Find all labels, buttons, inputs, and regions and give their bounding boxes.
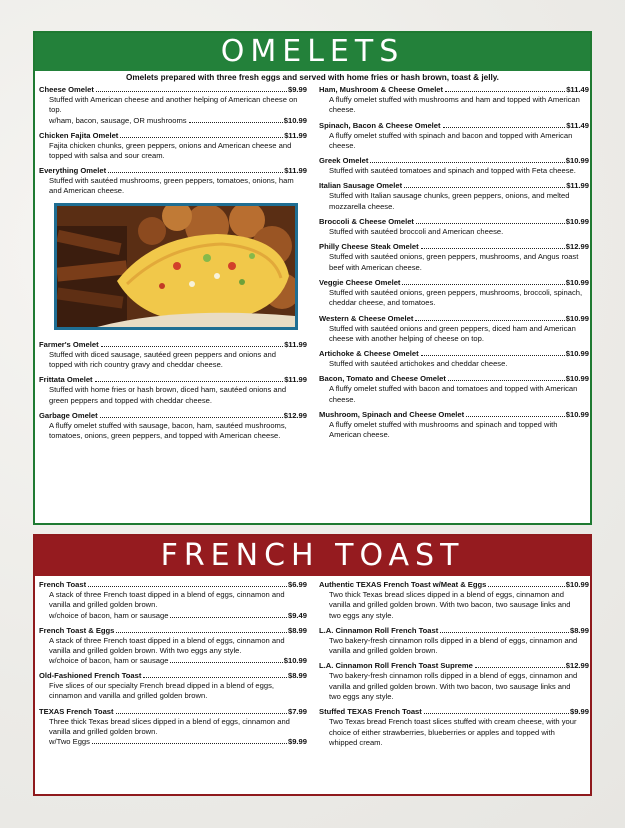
menu-item-price: $11.99	[284, 375, 307, 385]
dot-leader	[189, 122, 283, 123]
menu-item-name: Bacon, Tomato and Cheese Omelet	[319, 374, 446, 384]
menu-item-header	[39, 580, 307, 590]
menu-item-price: $10.99	[565, 156, 589, 166]
dot-leader	[88, 586, 287, 587]
menu-item-header	[319, 374, 589, 384]
dot-leader	[466, 416, 565, 417]
menu-item-description: Stuffed with home fries or hash brown, diced ham, sautéed onions and green peppers and topped with cheddar cheese.	[49, 385, 287, 405]
menu-item-name: Ham, Mushroom & Cheese Omelet	[319, 85, 444, 94]
menu-item-price: $10.99	[565, 349, 589, 359]
menu-item-header	[319, 278, 589, 288]
menu-item-header	[39, 626, 307, 636]
menu-item-name: TEXAS French Toast	[39, 706, 114, 716]
omelet-plate-illustration	[57, 206, 295, 327]
menu-item-name: Everything Omelet	[39, 166, 107, 176]
menu-item	[319, 85, 589, 116]
menu-item-price: $10.99	[565, 277, 589, 287]
menu-item	[39, 411, 307, 442]
menu-item-description: Stuffed with sautéed onions, green peppers, mushrooms, broccoli, spinach, cheddar cheese, and tomatoes.	[329, 287, 583, 308]
menu-item-option-price: $10.99	[283, 656, 307, 666]
french-toast-title: FRENCH TOAST	[35, 536, 590, 576]
menu-item	[319, 181, 589, 212]
menu-item-name: Chicken Fajita Omelet	[39, 130, 119, 140]
menu-item-header	[319, 121, 589, 131]
menu-item-price: $11.99	[284, 130, 307, 140]
menu-item-option-name: w/ham, bacon, sausage, OR mushrooms	[49, 115, 187, 125]
menu-item-header	[39, 375, 307, 385]
dot-leader	[170, 662, 282, 663]
menu-item-option-price: $9.49	[287, 610, 307, 620]
menu-item	[39, 85, 307, 126]
menu-item-name: Philly Cheese Steak Omelet	[319, 242, 419, 252]
omelets-section	[33, 31, 592, 525]
menu-item-option	[39, 116, 307, 126]
menu-item-name: Old-Fashioned French Toast	[39, 671, 142, 681]
dot-leader	[424, 713, 569, 714]
menu-item-description: Stuffed with sautéed tomatoes and spinach and topped with Feta cheese.	[329, 166, 576, 176]
menu-item-description: Two thick Texas bread slices dipped in a blend of eggs, cinnamon and vanilla and grilled golden brown. With two bacon, two sausage links and two eggs any style.	[329, 590, 571, 620]
menu-item-price: $10.99	[565, 313, 589, 323]
menu-item-name: L.A. Cinnamon Roll French Toast Supreme	[319, 661, 473, 671]
menu-item-description: A fluffy omelet stuffed with mushrooms and ham and topped with American cheese.	[329, 95, 580, 115]
menu-item-name: Stuffed TEXAS French Toast	[319, 707, 422, 717]
dot-leader	[96, 91, 287, 92]
menu-item-header	[319, 217, 589, 227]
menu-item	[39, 626, 307, 667]
menu-item-description: Two bakery-fresh cinnamon rolls dipped in a blend of eggs, cinnamon and vanilla and grilled golden brown.	[329, 635, 578, 656]
menu-item-price: $12.99	[283, 410, 307, 420]
menu-item-name: French Toast	[39, 580, 87, 589]
menu-item-description: Two bakery-fresh cinnamon rolls dipped in a blend of eggs, cinnamon and vanilla and grilled golden brown. With two bacon, two sausage links and two eggs any style.	[329, 671, 578, 702]
menu-item	[39, 340, 307, 371]
menu-item-price: $8.99	[287, 671, 307, 681]
menu-item-description: A stack of three French toast dipped in a blend of eggs, cinnamon and vanilla and grilled golden brown.	[49, 590, 285, 610]
menu-item-description: Stuffed with Italian sausage chunks, green peppers, onions, and melted mozzarella cheese.	[329, 191, 570, 211]
french-toast-section	[33, 534, 592, 796]
menu-item-name: Spinach, Bacon & Cheese Omelet	[319, 120, 441, 130]
omelets-intro: Omelets prepared with three fresh eggs and served with home fries or hash brown, toast & jelly.	[126, 73, 499, 82]
dot-leader	[108, 172, 283, 173]
dot-leader	[170, 617, 287, 618]
menu-item-description: Two Texas bread French toast slices stuffed with cream cheese, with your choice of either strawberries, blueberries or apples and topped with whipped cream.	[329, 717, 577, 747]
menu-item-description: Stuffed with sautéed broccoli and American cheese.	[329, 227, 504, 237]
menu-item-header	[39, 166, 307, 176]
dot-leader	[445, 91, 565, 92]
menu-item-header	[39, 85, 307, 95]
menu-item-header	[39, 411, 307, 421]
menu-item	[319, 661, 589, 702]
menu-item-price: $12.99	[565, 661, 589, 671]
dot-leader	[120, 137, 283, 138]
menu-item	[319, 217, 589, 237]
menu-item-price: $8.99	[287, 625, 307, 635]
menu-item-description: Stuffed with sautéed mushrooms, green peppers, tomatoes, onions, ham and American cheese.	[49, 176, 294, 196]
dot-leader	[404, 187, 565, 188]
dot-leader	[370, 162, 564, 163]
menu-item-price: $7.99	[287, 706, 307, 716]
menu-item	[39, 707, 307, 748]
menu-item-price: $10.99	[565, 217, 589, 227]
dot-leader	[440, 632, 569, 633]
menu-item-name: Mushroom, Spinach and Cheese Omelet	[319, 410, 465, 420]
menu-item-name: French Toast & Eggs	[39, 625, 115, 635]
dot-leader	[100, 417, 283, 418]
menu-item-price: $11.49	[566, 85, 589, 94]
french-toast-left-column	[39, 580, 307, 752]
dot-leader	[421, 248, 565, 249]
dot-leader	[443, 127, 566, 128]
menu-item-name: Authentic TEXAS French Toast w/Meat & Eggs	[319, 580, 487, 589]
menu-item	[39, 671, 307, 702]
dot-leader	[101, 346, 284, 347]
menu-item-option	[39, 737, 307, 747]
menu-item-name: Farmer's Omelet	[39, 339, 99, 349]
menu-item-description: A stack of three French toast dipped in a blend of eggs, cinnamon and vanilla and grilled golden brown. With two eggs any style.	[49, 635, 285, 655]
dot-leader	[488, 586, 564, 587]
dot-leader	[448, 380, 565, 381]
menu-item-header	[319, 156, 589, 166]
menu-item	[39, 580, 307, 621]
menu-item-name: L.A. Cinnamon Roll French Toast	[319, 625, 439, 635]
dot-leader	[116, 713, 287, 714]
menu-item-description: A fluffy omelet stuffed with sausage, bacon, ham, sautéed mushrooms, tomatoes, onions, green peppers, and topped with American cheese.	[49, 420, 287, 441]
menu-item-option-name: w/choice of bacon, ham or sausage	[49, 656, 169, 666]
dot-leader	[421, 355, 565, 356]
menu-item-description: A fluffy omelet stuffed with mushrooms and spinach and topped with American cheese.	[329, 420, 558, 440]
menu-item-price: $9.99	[569, 707, 589, 717]
menu-item-option-price: $9.99	[287, 737, 307, 747]
dot-leader	[95, 381, 284, 382]
menu-item-price: $11.49	[566, 120, 589, 130]
menu-item-header	[319, 349, 589, 359]
menu-item	[319, 121, 589, 152]
omelets-right-column	[319, 85, 589, 446]
dot-leader	[415, 320, 564, 321]
dot-leader	[116, 632, 287, 633]
menu-item-header	[319, 580, 589, 590]
menu-item-description: Stuffed with sautéed onions and green peppers, diced ham and American cheese with another helping of cheese on top.	[329, 323, 576, 343]
menu-item-option-name: w/Two Eggs	[49, 737, 90, 747]
menu-item-header	[39, 340, 307, 350]
menu-item	[319, 278, 589, 309]
menu-item-option	[39, 656, 307, 666]
menu-item-option-price: $10.99	[283, 115, 307, 125]
menu-item-description: A fluffy omelet stuffed with spinach and bacon and topped with American cheese.	[329, 130, 573, 150]
menu-item-header	[39, 707, 307, 717]
menu-item-name: Veggie Cheese Omelet	[319, 277, 401, 287]
dot-leader	[92, 743, 287, 744]
dot-leader	[475, 667, 565, 668]
omelets-left-column	[39, 85, 307, 447]
menu-item	[319, 707, 589, 748]
menu-item-header	[39, 131, 307, 141]
menu-item-price: $11.99	[566, 181, 589, 191]
menu-item-description: Stuffed with American cheese and another helping of American cheese on top.	[49, 95, 298, 115]
omelet-photo	[54, 203, 298, 330]
menu-item-header	[319, 707, 589, 717]
menu-item	[39, 166, 307, 197]
menu-item-option-name: w/choice of bacon, ham or sausage	[49, 610, 169, 620]
menu-item	[319, 626, 589, 657]
menu-item-header	[39, 671, 307, 681]
menu-item-description: Five slices of our specialty French bread dipped in a blend of eggs, cinnamon and vanilla and grilled golden brown.	[49, 681, 274, 701]
menu-item-name: Frittata Omelet	[39, 375, 93, 385]
menu-item	[319, 580, 589, 621]
menu-item-header	[319, 242, 589, 252]
menu-item-description: Three thick Texas bread slices dipped in a blend of eggs, cinnamon and vanilla and grilled golden brown.	[49, 716, 290, 737]
menu-item-header	[319, 661, 589, 671]
menu-item-description: Stuffed with diced sausage, sautéed green peppers and onions and topped with rich country gravy and cheddar cheese.	[49, 349, 276, 370]
menu-item	[319, 314, 589, 345]
menu-item-header	[319, 181, 589, 191]
menu-item-description: A fluffy omelet stuffed with bacon and tomatoes and topped with American cheese.	[329, 384, 578, 404]
menu-item-price: $11.99	[284, 339, 307, 349]
menu-item-price: $10.99	[565, 374, 589, 384]
menu-item-header	[319, 626, 589, 636]
menu-item	[319, 242, 589, 273]
menu-item-price: $8.99	[569, 625, 589, 635]
menu-item-name: Artichoke & Cheese Omelet	[319, 349, 419, 359]
menu-item-price: $9.99	[287, 85, 307, 94]
menu-item-description: Fajita chicken chunks, green peppers, onions and American cheese and topped with salsa and sour cream.	[49, 140, 292, 160]
omelets-title: OMELETS	[35, 33, 590, 71]
menu-item-option	[39, 611, 307, 621]
menu-item-header	[319, 314, 589, 324]
dot-leader	[143, 677, 287, 678]
menu-item-description: Stuffed with sautéed artichokes and cheddar cheese.	[329, 359, 508, 369]
menu-item-name: Garbage Omelet	[39, 410, 98, 420]
menu-item-price: $11.99	[284, 166, 307, 176]
menu-item	[39, 131, 307, 162]
menu-item-price: $10.99	[565, 410, 589, 420]
menu-item	[319, 156, 589, 176]
menu-item-name: Greek Omelet	[319, 156, 369, 166]
menu-item-name: Western & Cheese Omelet	[319, 313, 414, 323]
menu-item-header	[319, 85, 589, 95]
menu-item	[39, 375, 307, 406]
menu-item-name: Italian Sausage Omelet	[319, 181, 403, 191]
menu-item-price: $12.99	[565, 242, 589, 252]
french-toast-right-column	[319, 580, 589, 753]
menu-item	[319, 374, 589, 405]
menu-item-price: $6.99	[287, 580, 307, 589]
dot-leader	[402, 284, 564, 285]
menu-item-name: Broccoli & Cheese Omelet	[319, 217, 414, 227]
menu-item-name: Cheese Omelet	[39, 85, 94, 94]
menu-item-price: $10.99	[565, 580, 589, 589]
menu-item-description: Stuffed with sautéed onions, green peppers, mushrooms, and Angus roast beef with American cheese.	[329, 252, 579, 272]
menu-item	[319, 410, 589, 441]
menu-item-header	[319, 410, 589, 420]
dot-leader	[416, 223, 565, 224]
menu-item	[319, 349, 589, 369]
